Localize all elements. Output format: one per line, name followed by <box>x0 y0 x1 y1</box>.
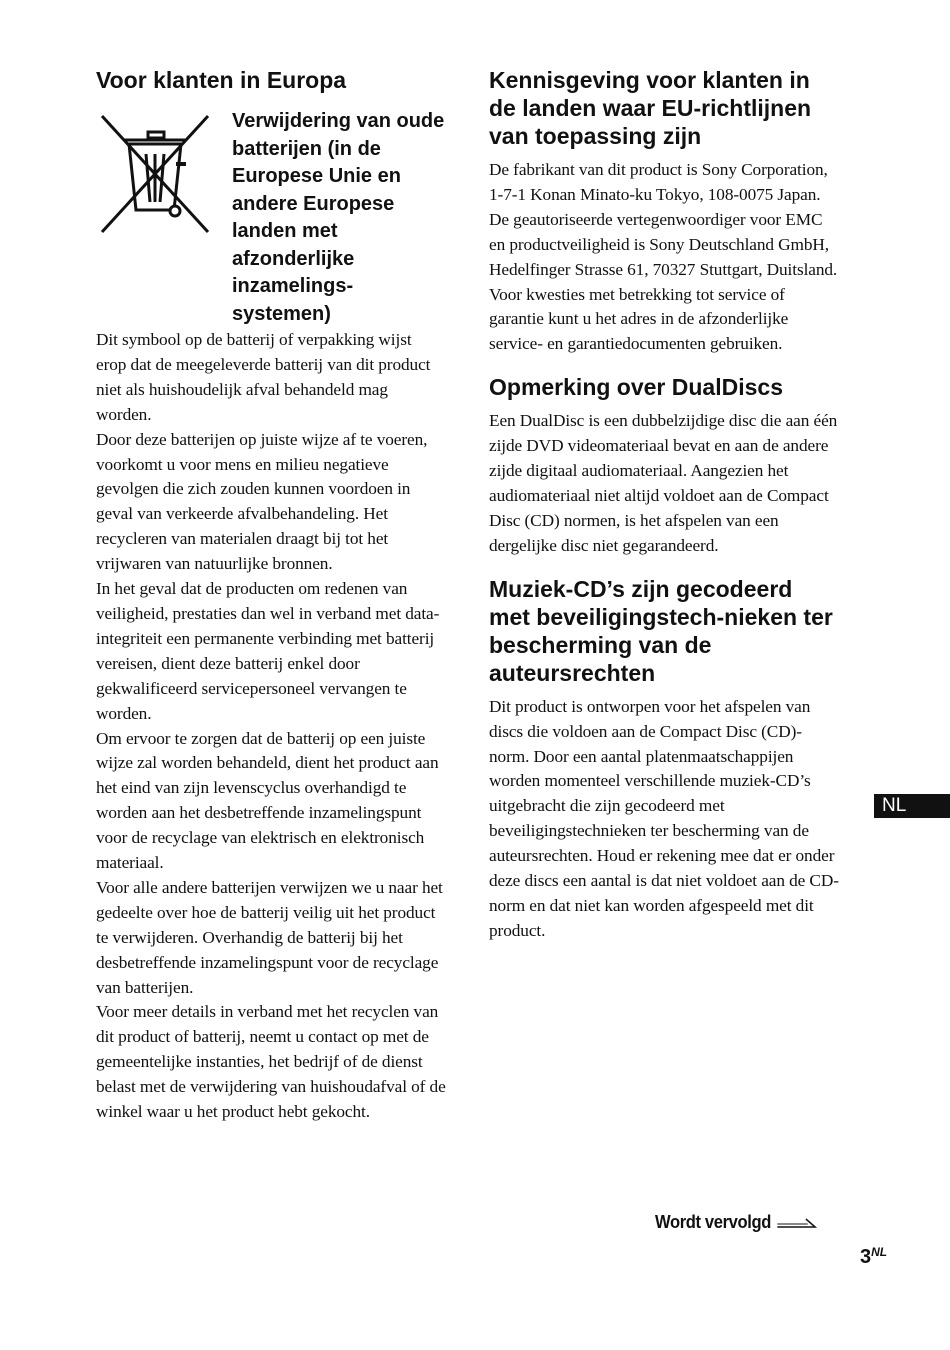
paragraph: Voor alle andere batterijen verwijzen we u naar het gedeelte over hoe de batterij veilig uit het product te verwijderen. Overhandig de batterij bij het desbetreffende inzamelingspunt voor de recyclage van batterijen. <box>96 877 443 997</box>
paragraph: Een DualDisc is een dubbelzijdige disc die aan één zijde DVD videomateriaal bevat en aan de andere zijde digitaal audiomateriaal. Aangezien het audiomateriaal niet altijd voldoet aan de Compact Disc (CD) normen, is het afspelen van een dergelijke disc niet gegarandeerd. <box>489 411 838 555</box>
paragraph: De fabrikant van dit product is Sony Corporation, 1-7-1 Konan Minato-ku Tokyo, 108-0075 Japan. De geautoriseerde vertegenwoordiger voor EMC en productveiligheid is Sony Deutschland GmbH, Hedelfinger Strasse 61, 70327 Stuttgart, Duitsland. Voor kwesties met betrekking tot service of garantie kunt u het adres in de afzonderlijke service- en garantiedocumenten gebruiken. <box>489 160 838 354</box>
paragraph: Dit product is ontworpen voor het afspelen van discs die voldoen aan de Compact Disc (CD)-norm. Door een aantal platenmaatschappijen worden momenteel verschillende muziek-CD’s uitgebracht die zijn gecodeerd met beveiligingstechnieken ter bescherming van de auteursrechten. Houd er rekening mee dat er onder deze discs een aantal is dat niet voldoet aan de CD-norm en dat niet kan worden afgespeeld met dit product. <box>489 696 839 940</box>
paragraph: Om ervoor te zorgen dat de batterij op een juiste wijze zal worden behandeld, dient het product aan het eind van zijn levenscyclus overhandigd te worden aan het desbetreffende inzamelingspunt voor de recyclage van elektrisch en elektronisch materiaal. <box>96 728 439 873</box>
language-tab: NL <box>874 794 950 818</box>
paragraph: Voor meer details in verband met het recyclen van dit product of batterij, neemt u contact op met de gemeentelijke instanties, het bedrijf of de dienst belast met de verwijdering van huishoudafval of de winkel waar u het product hebt gekocht. <box>96 1002 446 1122</box>
battery-disposal-title: Verwijdering van oude batterijen (in de Europese Unie en andere Europese landen met afzonderlijke inzamelings-systemen) <box>232 110 445 325</box>
section-heading-dualdiscs: Opmerking over DualDiscs <box>489 374 783 401</box>
paragraph: Door deze batterijen op juiste wijze af te voeren, voorkomt u voor mens en milieu negatieve gevolgen die zich zouden kunnen voordoen in geval van verkeerde afvalbehandeling. Het recycleren van materialen draagt bij tot het vrijwaren van natuurlijke bronnen. <box>96 429 428 574</box>
arrow-right-icon <box>777 1216 817 1230</box>
page-number-value: 3 <box>860 1246 872 1268</box>
right-column <box>489 66 839 944</box>
section-heading-music-cd: Muziek-CD’s zijn gecodeerd met beveiligingstech-nieken ter bescherming van de auteursrechten <box>489 575 833 686</box>
battery-disposal-block <box>96 108 446 328</box>
left-column <box>96 66 446 1125</box>
page-number <box>860 1246 887 1269</box>
continued-label: Wordt vervolgd <box>655 1212 771 1232</box>
paragraph: In het geval dat de producten om redenen van veiligheid, prestaties dan wel in verband met data-integriteit een permanente verbinding met batterij vereisen, dient deze batterij enkel door gekwalificeerd servicepersoneel vervangen te worden. <box>96 579 440 723</box>
section-heading-eu-notice: Kennisgeving voor klanten in de landen waar EU-richtlijnen van toepassing zijn <box>489 67 812 149</box>
paragraph: Dit symbool op de batterij of verpakking wijst erop dat de meegeleverde batterij van dit product niet als huishoudelijk afval behandeld mag worden. <box>96 330 431 424</box>
section-heading-europe: Voor klanten in Europa <box>96 67 347 93</box>
page-number-suffix: NL <box>871 1245 888 1259</box>
crossed-out-wheelie-bin-icon <box>96 110 214 235</box>
continued-indicator <box>655 1212 817 1233</box>
